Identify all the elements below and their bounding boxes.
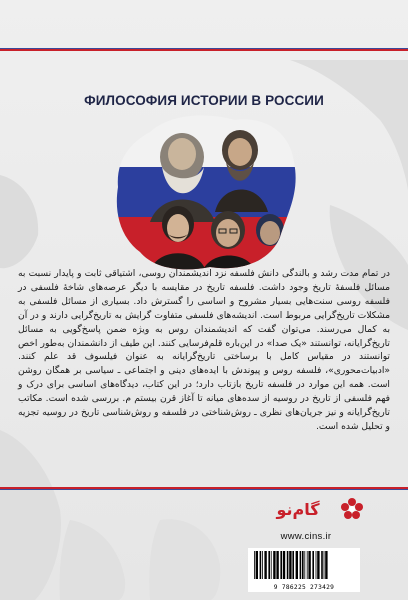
barcode-bar bbox=[325, 551, 327, 579]
book-description bbox=[18, 267, 390, 434]
publisher-website: www.cins.ir bbox=[280, 531, 332, 542]
barcode-bar bbox=[289, 551, 291, 579]
barcode-bar bbox=[312, 551, 314, 579]
map-landmass bbox=[59, 520, 125, 600]
barcode-bar bbox=[264, 551, 266, 579]
bottom-divider bbox=[0, 487, 408, 490]
publisher-logo bbox=[248, 493, 368, 529]
barcode-bar bbox=[304, 551, 305, 579]
book-title: ФИЛОСОФИЯ ИСТОРИИ В РОССИИ bbox=[84, 93, 324, 108]
barcode-bar bbox=[292, 551, 294, 579]
map-landmass bbox=[290, 60, 408, 190]
barcode-bar bbox=[317, 551, 319, 579]
map-landmass bbox=[149, 519, 220, 600]
top-divider bbox=[0, 48, 408, 51]
barcode-bar bbox=[283, 551, 285, 579]
barcode-bar bbox=[273, 551, 275, 579]
description-paragraph: در تمام مدت رشد و بالندگی دانش فلسفه نزد اندیشمندان روسی، اشتیاقی ثابت و پایدار نسبت به مسائل فلسفهٔ تاریخ وجود داشت. فلسفه تاریخ در مقایسه با دیگر عرصه‌های شاخهٔ فلسفی در فلسفه روسی سنت‌هایی بسیار مشروح و اساسی را گسترش داد. بسیاری از مسائل فلسفی به مشکلات تاریخ‌گرایی مربوط است. اندیشه‌های فلسفی متفاوت گرایش به تاریخ‌گرایی دارند و در آن به کمال می‌رسند. می‌توان گفت که اندیشمندان روس به ویژه ضمن پاسخ‌گویی به مسائل تاریخ‌گرایانه، توانستند «یک صدا» در این‌باره قلم‌فرسایی کنند. این طیف از دانشمندان به‌طور اخص توانستند در مقیاس کامل با برساختی تاریخ‌گرایانه به عنوان فیلسوف قد علم کنند. «ادبیات‌محوری»، فلسفه روس و پیوندش با ایده‌های دینی و اجتماعی ـ سیاسی بر همگان روشن است. همه این موارد در فلسفه تاریخ بازتاب دارد؛ در این کتاب، دیدگاه‌های اساسی برای درک و فهم فلسفی از تاریخ در روسیه از سده‌های میانه تا آغاز قرن بیستم م. بررسی شده است. مکاتب تاریخ‌گرایانه و نیز جریان‌های نظری ـ روش‌شناختی در فلسفه و روش‌شناسی تاریخ در روسیه تجزیه و تحلیل شده است. bbox=[18, 268, 390, 432]
publisher-logo-text: گام‌نو bbox=[276, 500, 320, 519]
barcode-bar bbox=[287, 551, 289, 579]
barcode-bar bbox=[268, 551, 270, 579]
barcode-bars bbox=[248, 548, 360, 582]
barcode-bar bbox=[316, 551, 317, 579]
barcode-bar bbox=[302, 551, 304, 579]
barcode-bar bbox=[308, 551, 310, 579]
barcode-bar bbox=[276, 551, 278, 579]
barcode-bar bbox=[260, 551, 262, 579]
map-landmass bbox=[0, 430, 61, 600]
flower-icon bbox=[341, 498, 363, 519]
map-landmass bbox=[0, 175, 38, 268]
flag-white-stripe bbox=[110, 112, 300, 167]
barcode-bar bbox=[271, 551, 272, 579]
barcode-bar bbox=[324, 551, 325, 579]
barcode-bar bbox=[307, 551, 308, 579]
portrait-collage bbox=[110, 112, 300, 272]
barcode-bar bbox=[254, 551, 255, 579]
barcode-bar bbox=[321, 551, 323, 579]
barcode-bar bbox=[300, 551, 302, 579]
barcode-bar bbox=[280, 551, 282, 579]
barcode-bar bbox=[262, 551, 263, 579]
isbn-barcode bbox=[248, 548, 360, 592]
barcode-bar bbox=[256, 551, 258, 579]
isbn-number: 9 786225 273429 bbox=[273, 584, 335, 591]
barcode-bar bbox=[296, 551, 298, 579]
